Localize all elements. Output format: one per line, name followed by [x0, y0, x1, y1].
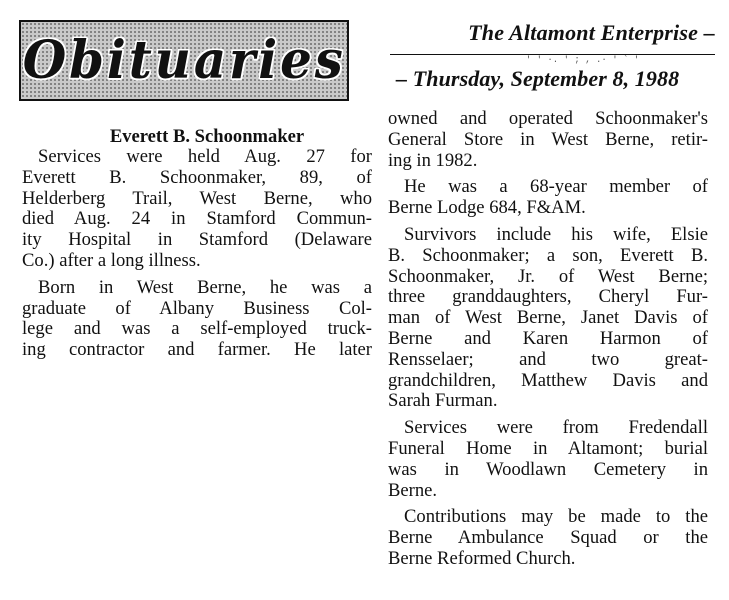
publication-name: The Altamont Enterprise –	[468, 20, 715, 45]
article-line: Co.) after a long illness.	[22, 249, 201, 271]
article-line: Sarah Furman.	[388, 390, 498, 412]
article-line: man of West Berne, Janet Davis of	[388, 307, 708, 329]
article-line: Contributions may be made to the	[404, 506, 708, 528]
article-line: Berne.	[388, 479, 438, 501]
obituary-headline: Everett B. Schoonmaker	[109, 126, 305, 147]
article-line: Berne and Karen Harmon of	[388, 327, 708, 349]
article-line: grandchildren, Matthew Davis and	[388, 369, 708, 391]
article-line: B. Schoonmaker; a son, Everett B.	[388, 244, 708, 266]
article-line: ity Hospital in Stamford (Delaware	[22, 229, 372, 251]
publication-date: – Thursday, September 8, 1988	[396, 66, 680, 91]
article-line: Born in West Berne, he was a	[38, 276, 372, 298]
article-line: ing in 1982.	[388, 149, 478, 171]
article-line: General Store in West Berne, retir-	[388, 128, 708, 150]
article-line: Berne Reformed Church.	[388, 547, 576, 569]
section-title: Obituaries	[22, 30, 346, 91]
article-line: Berne Ambulance Squad or the	[388, 527, 708, 549]
article-column-right	[388, 109, 708, 570]
article-line: Rensselaer; and two great-	[388, 348, 708, 370]
section-title-box	[19, 20, 349, 101]
article-line: three granddaughters, Cheryl Fur-	[388, 286, 708, 308]
masthead	[390, 20, 715, 92]
article-line: Everett B. Schoonmaker, 89, of	[22, 166, 372, 188]
article-line: lege and was a self-employed truck-	[22, 318, 372, 340]
article-line: was in Woodlawn Cemetery in	[388, 458, 708, 480]
article-line: Services were held Aug. 27 for	[38, 146, 372, 167]
article-column-left	[22, 126, 372, 361]
article-line: owned and operated Schoonmaker's	[388, 108, 708, 129]
article-line: Funeral Home in Altamont; burial	[388, 437, 708, 459]
article-line: died Aug. 24 in Stamford Commun-	[22, 208, 372, 230]
article-line: Schoonmaker, Jr. of West Berne;	[388, 265, 708, 287]
article-line: Survivors include his wife, Elsie	[404, 223, 708, 245]
scan-artifacts: ' ' ·. ' ; , .· ' ` '	[525, 55, 640, 65]
article-line: ing contractor and farmer. He later	[22, 339, 372, 361]
article-line: Helderberg Trail, West Berne, who	[22, 187, 372, 209]
article-line: graduate of Albany Business Col-	[22, 297, 372, 319]
article-line: Services were from Fredendall	[404, 417, 708, 439]
article-line: Berne Lodge 684, F&AM.	[388, 197, 586, 219]
article-line: He was a 68-year member of	[404, 176, 708, 198]
